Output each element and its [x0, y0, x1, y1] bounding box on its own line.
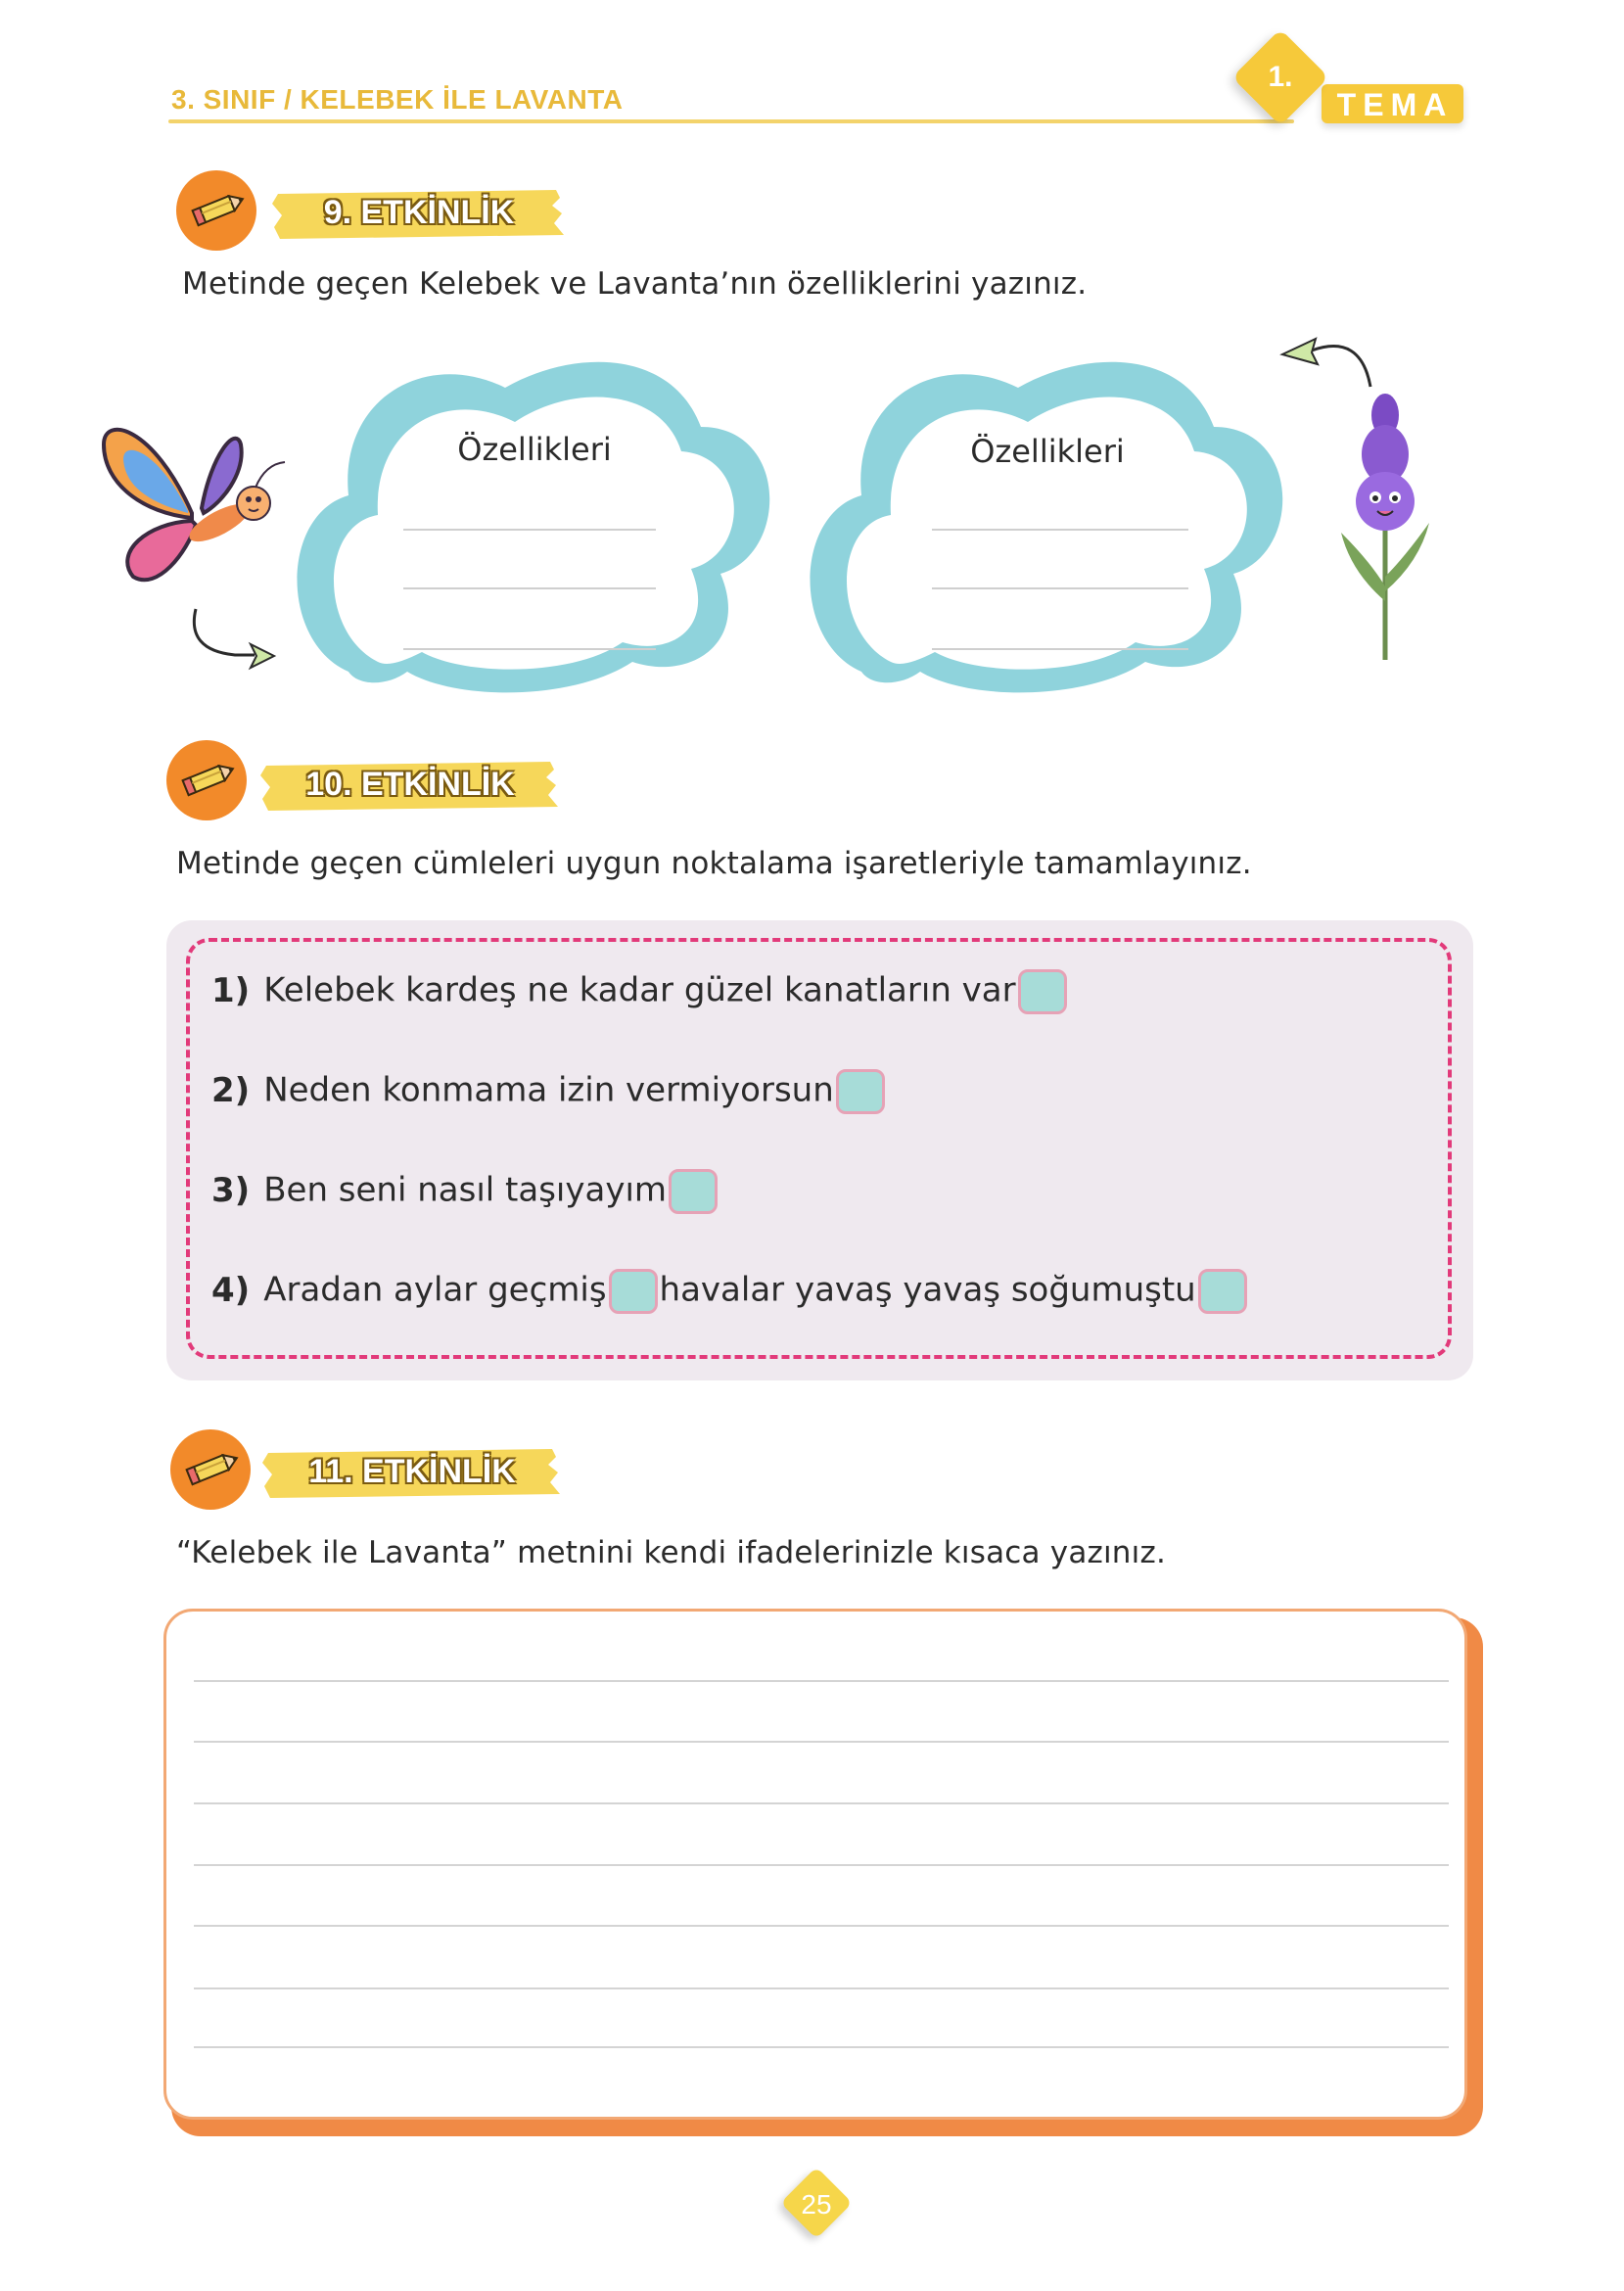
- writing-line[interactable]: [194, 1864, 1449, 1866]
- butterfly-arrow-icon: [186, 601, 284, 679]
- lavender-illustration: [1331, 376, 1439, 666]
- writing-line[interactable]: [194, 1802, 1449, 1804]
- writing-line[interactable]: [194, 1741, 1449, 1743]
- page-number: 25: [801, 2189, 832, 2220]
- answer-line[interactable]: [932, 529, 1188, 531]
- activity9-instruction: Metinde geçen Kelebek ve Lavanta’nın özelliklerini yazınız.: [182, 266, 1088, 302]
- activity10-instruction: Metinde geçen cümleleri uygun noktalama işaretleriyle tamamlayınız.: [176, 846, 1252, 881]
- answer-line[interactable]: [403, 529, 656, 531]
- writing-line[interactable]: [194, 2046, 1449, 2048]
- pencil-icon: [176, 170, 256, 251]
- pencil-icon: [170, 1429, 251, 1510]
- answer-line[interactable]: [932, 587, 1188, 589]
- activity10-label: 10. ETKİNLİK: [305, 766, 515, 803]
- activity9-banner: [272, 188, 566, 237]
- sentence-1: [211, 969, 1069, 1014]
- activity10-banner: [260, 760, 560, 809]
- sentence-number: 3): [211, 1170, 251, 1210]
- sentence-text: Neden konmama izin vermiyorsun: [263, 1070, 834, 1110]
- punctuation-answer-box[interactable]: [609, 1269, 658, 1314]
- punctuation-answer-box[interactable]: [669, 1169, 718, 1214]
- writing-line[interactable]: [194, 1680, 1449, 1682]
- butterfly-illustration: [94, 405, 300, 591]
- sentence-text-part2: havalar yavaş yavaş soğumuştu: [659, 1270, 1196, 1310]
- lavanta-cloud-label: Özellikleri: [970, 433, 1125, 470]
- punctuation-answer-box[interactable]: [1198, 1269, 1247, 1314]
- punctuation-answer-box[interactable]: [1018, 969, 1067, 1014]
- pencil-icon: [166, 740, 247, 820]
- header-title: 3. SINIF / KELEBEK İLE LAVANTA: [171, 84, 624, 115]
- activity11-label: 11. ETKİNLİK: [308, 1453, 516, 1490]
- activity9-label: 9. ETKİNLİK: [323, 194, 515, 231]
- answer-line[interactable]: [403, 587, 656, 589]
- sentence-number: 2): [211, 1070, 251, 1110]
- writing-line[interactable]: [194, 1925, 1449, 1927]
- header-divider: [168, 119, 1294, 123]
- sentence-text: Kelebek kardeş ne kadar güzel kanatların var: [263, 970, 1016, 1010]
- tema-label: TEMA: [1336, 87, 1454, 122]
- activity11-instruction: “Kelebek ile Lavanta” metnini kendi ifadelerinizle kısaca yazınız.: [176, 1535, 1166, 1570]
- activity11-banner: [262, 1447, 562, 1496]
- sentence-number: 4): [211, 1270, 251, 1310]
- sentence-3: [211, 1169, 719, 1214]
- writing-line[interactable]: [194, 1987, 1449, 1989]
- tema-number: 1.: [1268, 61, 1293, 93]
- sentence-4: [211, 1269, 1249, 1314]
- sentence-text: Ben seni nasıl taşıyayım: [263, 1170, 668, 1210]
- sentence-text-part1: Aradan aylar geçmiş: [263, 1270, 607, 1310]
- punctuation-answer-box[interactable]: [836, 1069, 885, 1114]
- kelebek-cloud-label: Özellikleri: [457, 431, 612, 468]
- answer-line[interactable]: [403, 648, 656, 650]
- sentence-number: 1): [211, 970, 251, 1010]
- answer-line[interactable]: [932, 648, 1188, 650]
- sentence-2: [211, 1069, 887, 1114]
